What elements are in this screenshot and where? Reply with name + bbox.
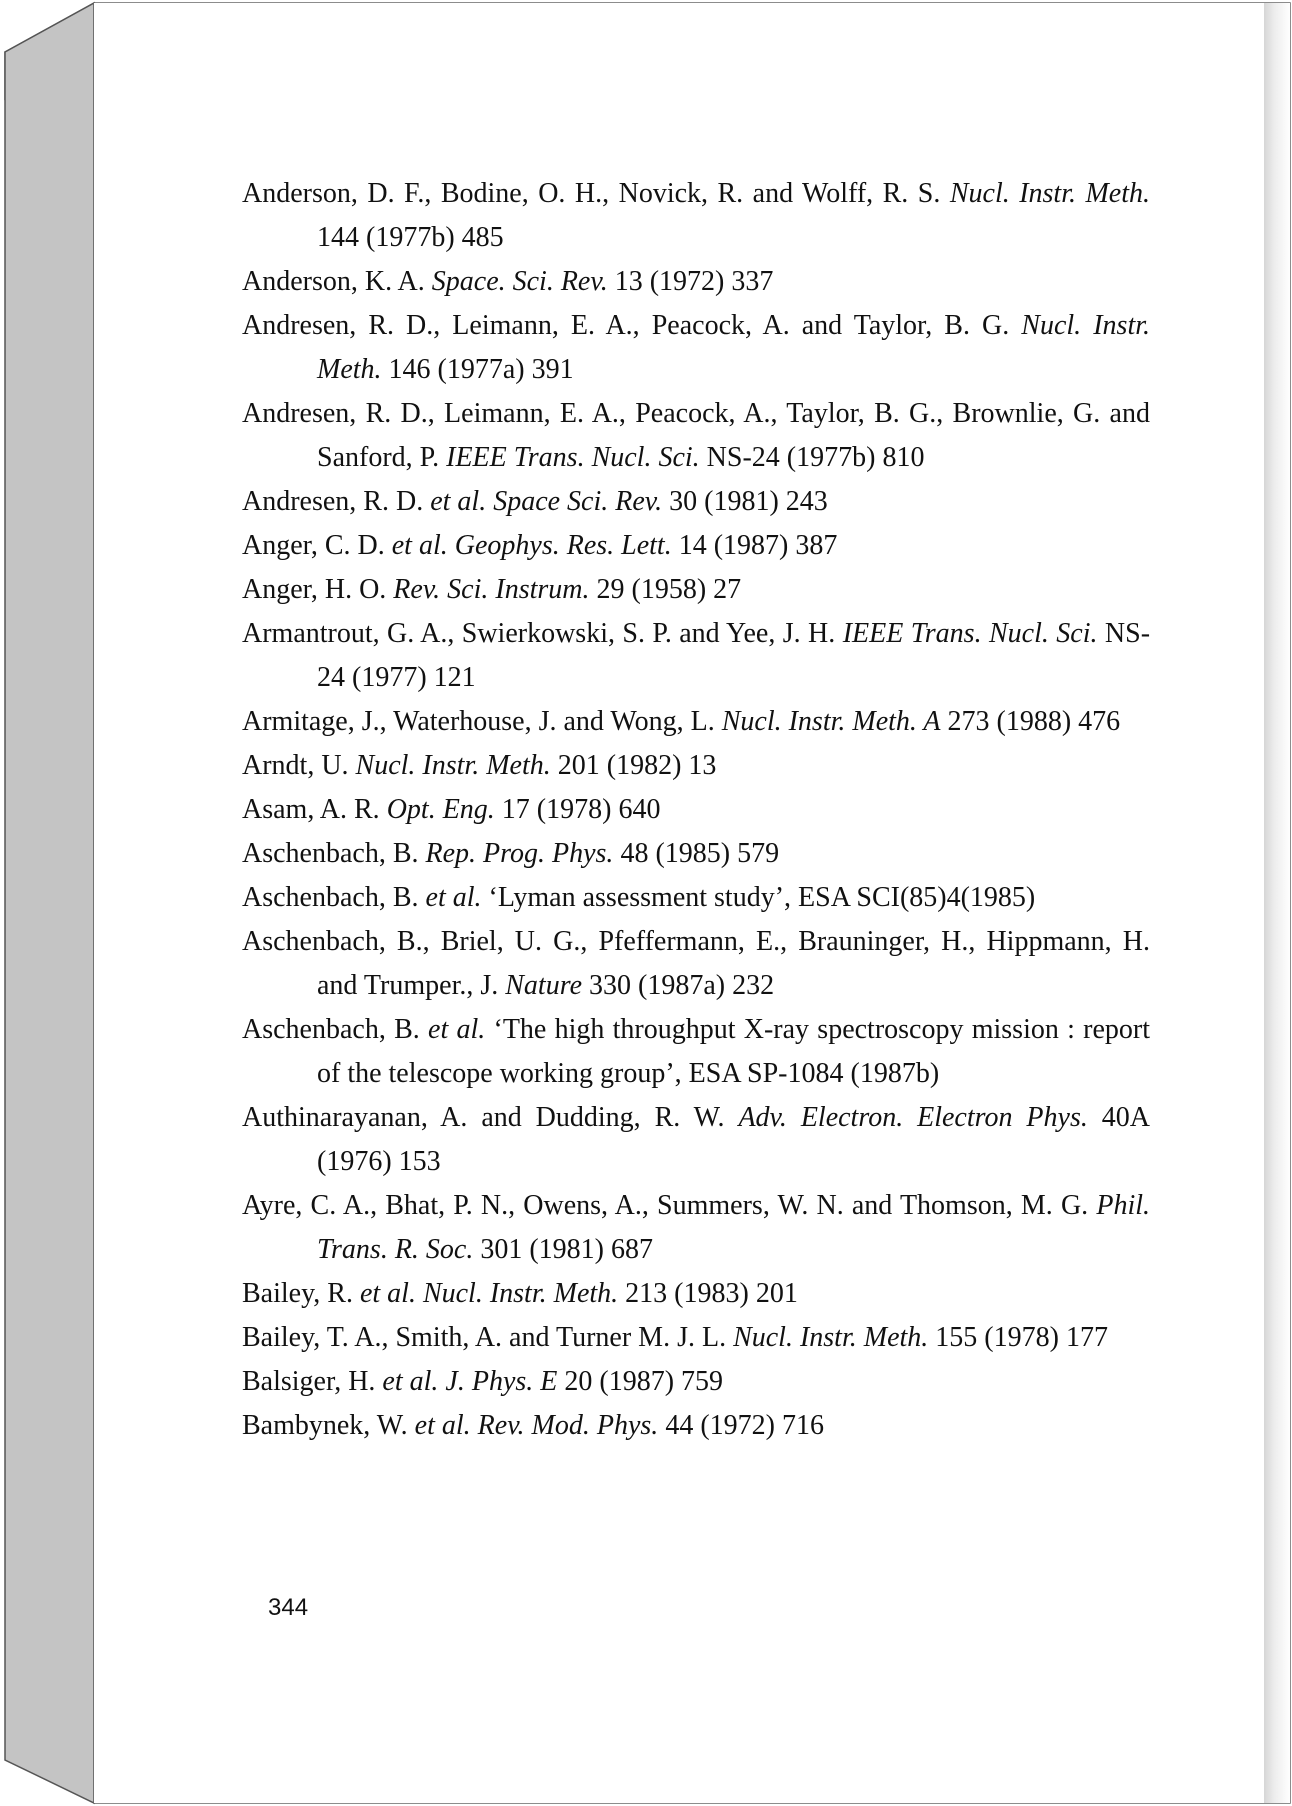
reference-entry: [242, 832, 1150, 876]
reference-journal: Phil. Trans. R. Soc.: [317, 1190, 1151, 1265]
reference-journal: Opt. Eng.: [386, 794, 495, 825]
reference-journal: J. Phys. E: [445, 1366, 558, 1397]
reference-et-al: et al.: [391, 530, 448, 561]
reference-entry: [242, 260, 1150, 304]
reference-journal: IEEE Trans. Nucl. Sci.: [842, 618, 1098, 649]
reference-details: 201 (1982) 13: [557, 750, 717, 781]
reference-entry: [242, 568, 1150, 612]
reference-et-al: et al.: [359, 1278, 416, 1309]
reference-details: NS-24 (1977b) 810: [706, 442, 925, 473]
page-edge-shadow: [1264, 3, 1290, 1803]
reference-details: 146 (1977a) 391: [388, 354, 574, 385]
reference-authors: Armantrout, G. A., Swierkowski, S. P. and Yee, J. H.: [242, 618, 836, 649]
reference-authors: Bailey, T. A., Smith, A. and Turner M. J. L.: [242, 1322, 727, 1353]
reference-et-al: et al.: [382, 1366, 439, 1397]
reference-authors: Anger, C. D.: [242, 530, 385, 561]
reference-entry: [242, 876, 1150, 920]
reference-journal: Nucl. Instr. Meth.: [317, 310, 1151, 385]
reference-details: 213 (1983) 201: [625, 1278, 798, 1309]
reference-details: ‘The high throughput X-ray spectroscopy mission : report of the telescope working group’, ESA SP-1084 (1987b): [317, 1014, 1150, 1089]
reference-entry: [242, 1360, 1150, 1404]
reference-authors: Ayre, C. A., Bhat, P. N., Owens, A., Summers, W. N. and Thomson, M. G.: [242, 1190, 1089, 1221]
page-number: 344: [268, 1594, 309, 1621]
reference-details: 29 (1958) 27: [596, 574, 742, 605]
reference-journal: Nucl. Instr. Meth.: [422, 1278, 619, 1309]
reference-authors: Aschenbach, B.: [242, 1014, 420, 1045]
reference-journal: IEEE Trans. Nucl. Sci.: [446, 442, 700, 473]
reference-details: 20 (1987) 759: [564, 1366, 724, 1397]
reference-et-al: et al.: [430, 486, 487, 517]
reference-journal: Nature: [505, 970, 582, 1001]
reference-list: [242, 172, 1150, 1448]
reference-authors: Asam, A. R.: [242, 794, 380, 825]
reference-authors: Andresen, R. D., Leimann, E. A., Peacock, A. and Taylor, B. G.: [242, 310, 1010, 341]
reference-et-al: et al.: [425, 882, 482, 913]
reference-details: 48 (1985) 579: [620, 838, 780, 869]
reference-details: 13 (1972) 337: [614, 266, 774, 297]
reference-details: 144 (1977b) 485: [317, 222, 504, 253]
reference-authors: Anderson, K. A.: [242, 266, 425, 297]
reference-entry: [242, 524, 1150, 568]
reference-entry: [242, 1316, 1150, 1360]
reference-journal: Nucl. Instr. Meth. A: [721, 706, 941, 737]
reference-entry: [242, 1404, 1150, 1448]
reference-entry: [242, 1184, 1150, 1272]
reference-entry: [242, 392, 1150, 480]
reference-entry: [242, 480, 1150, 524]
reference-authors: Aschenbach, B.: [242, 838, 419, 869]
book-spine-face: [5, 3, 94, 1803]
reference-details: ‘Lyman assessment study’, ESA SCI(85)4(1985): [488, 882, 1036, 913]
reference-details: 330 (1987a) 232: [589, 970, 775, 1001]
reference-details: 17 (1978) 640: [501, 794, 661, 825]
reference-journal: Rev. Mod. Phys.: [477, 1410, 659, 1441]
reference-entry: [242, 1096, 1150, 1184]
reference-journal: Space. Sci. Rev.: [431, 266, 608, 297]
reference-details: 273 (1988) 476: [947, 706, 1121, 737]
reference-entry: [242, 612, 1150, 700]
reference-entry: [242, 700, 1150, 744]
reference-journal: Geophys. Res. Lett.: [454, 530, 672, 561]
reference-authors: Authinarayanan, A. and Dudding, R. W.: [242, 1102, 725, 1133]
reference-journal: Rev. Sci. Instrum.: [393, 574, 590, 605]
reference-details: 301 (1981) 687: [480, 1234, 654, 1265]
reference-authors: Aschenbach, B.: [242, 882, 419, 913]
reference-et-al: et al.: [414, 1410, 471, 1441]
reference-journal: Nucl. Instr. Meth.: [355, 750, 551, 781]
reference-entry: [242, 172, 1150, 260]
reference-authors: Andresen, R. D., Leimann, E. A., Peacock, A., Taylor, B. G., Brownlie, G. and Sanford, P.: [242, 398, 1150, 473]
reference-details: 155 (1978) 177: [935, 1322, 1108, 1353]
reference-details: 44 (1972) 716: [665, 1410, 824, 1441]
reference-authors: Armitage, J., Waterhouse, J. and Wong, L.: [242, 706, 715, 737]
reference-entry: [242, 744, 1150, 788]
reference-journal: Rep. Prog. Phys.: [425, 838, 614, 869]
reference-details: 40A (1976) 153: [317, 1102, 1150, 1177]
reference-authors: Anger, H. O.: [242, 574, 387, 605]
reference-details: NS-24 (1977) 121: [317, 618, 1151, 693]
reference-entry: [242, 1008, 1150, 1096]
reference-journal: Adv. Electron. Electron Phys.: [738, 1102, 1088, 1133]
reference-authors: Balsiger, H.: [242, 1366, 376, 1397]
reference-journal: Space Sci. Rev.: [493, 486, 663, 517]
reference-details: 14 (1987) 387: [678, 530, 838, 561]
reference-journal: Nucl. Instr. Meth.: [733, 1322, 929, 1353]
reference-authors: Andresen, R. D.: [242, 486, 424, 517]
reference-authors: Aschenbach, B., Briel, U. G., Pfeffermann, E., Brauninger, H., Hippmann, H. and Trumper., J.: [242, 926, 1150, 1001]
reference-authors: Anderson, D. F., Bodine, O. H., Novick, R. and Wolff, R. S.: [242, 178, 941, 209]
reference-authors: Bambynek, W.: [242, 1410, 408, 1441]
reference-entry: [242, 920, 1150, 1008]
reference-entry: [242, 788, 1150, 832]
reference-details: 30 (1981) 243: [669, 486, 828, 517]
reference-authors: Arndt, U.: [242, 750, 349, 781]
reference-journal: Nucl. Instr. Meth.: [949, 178, 1151, 209]
reference-entry: [242, 1272, 1150, 1316]
reference-entry: [242, 304, 1150, 392]
reference-et-al: et al.: [428, 1014, 486, 1045]
reference-authors: Bailey, R.: [242, 1278, 353, 1309]
